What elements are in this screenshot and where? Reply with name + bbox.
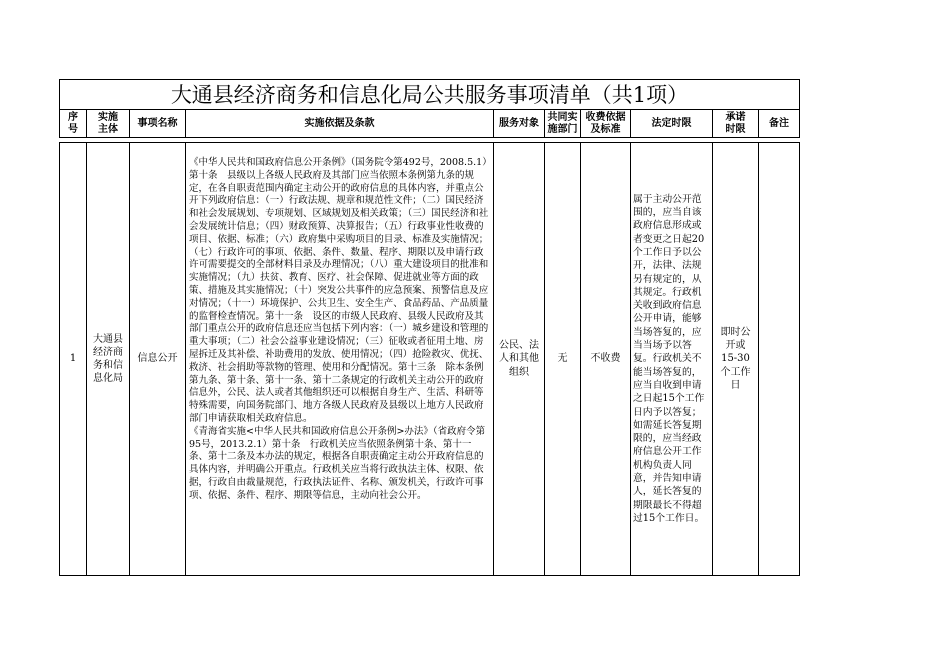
header-promise-time: 承诺时限	[713, 110, 759, 138]
cell-unit: 大通县经济商务和信息化局	[87, 143, 130, 576]
table-row	[60, 143, 800, 576]
service-list-table	[59, 79, 800, 576]
page-title: 大通县经济商务和信息化局公共服务事项清单（共1项）	[60, 80, 800, 110]
cell-legal-time: 属于主动公开范围的，应当自该政府信息形成或者变更之日起20个工作日予以公开，法律、法规另有规定的，从其规定。行政机关收到政府信息公开申请，能够当场答复的，应当当场予以答复。行政机关不能当场答复的，应当自收到申请之日起15个工作日内予以答复；如需延长答复期限的，应当经政府信息公开工作机构负责人同意，并告知申请人，延长答复的期限最长不得超过15个工作日。	[631, 143, 713, 576]
cell-item: 信息公开	[130, 143, 186, 576]
cell-co-dept: 无	[545, 143, 581, 576]
header-seq: 序号	[60, 110, 87, 138]
header-basis: 实施依据及条款	[186, 110, 494, 138]
cell-seq: 1	[60, 143, 87, 576]
table-header-row	[60, 110, 800, 138]
cell-promise-time: 即时公开或15-30个工作日	[713, 143, 759, 576]
cell-fee: 不收费	[581, 143, 631, 576]
header-remark: 备注	[759, 110, 800, 138]
header-fee: 收费依据及标准	[581, 110, 631, 138]
header-legal-time: 法定时限	[631, 110, 713, 138]
header-target: 服务对象	[494, 110, 545, 138]
header-unit: 实施主体	[87, 110, 130, 138]
header-co-dept: 共同实施部门	[545, 110, 581, 138]
header-item: 事项名称	[130, 110, 186, 138]
cell-remark	[759, 143, 800, 576]
cell-target: 公民、法人和其他组织	[494, 143, 545, 576]
cell-basis: 《中华人民共和国政府信息公开条例》（国务院令第492号，2008.5.1）第十条 县级以上各级人民政府及其部门应当依照本条例第九条的规定，在各自职责范围内确定主动公开的政府信息的具体内容，并重点公开下列政府信息：（一）行政法规、规章和规范性文件；（二）国民经济和社会发展规划、专项规划、区域规划及相关政策；（三）国民经济和社会发展统计信息；（四）财政预算、决算报告；（五）行政事业性收费的项目、依据、标准；（六）政府集中采购项目的目录、标准及实施情况；（七）行政许可的事项、依据、条件、数量、程序、期限以及申请行政许可需要提交的全部材料目录及办理情况；（八）重大建设项目的批准和实施情况；（九）扶贫、教育、医疗、社会保障、促进就业等方面的政策、措施及其实施情况；（十）突发公共事件的应急预案、预警信息及应对情况；（十一）环境保护、公共卫生、安全生产、食品药品、产品质量的监督检查情况。第十一条 设区的市级人民政府、县级人民政府及其部门重点公开的政府信息还应当包括下列内容：（一）城乡建设和管理的重大事项；（二）社会公益事业建设情况；（三）征收或者征用土地、房屋拆迁及其补偿、补助费用的发放、使用情况；（四）抢险救灾、优抚、救济、社会捐助等款物的管理、使用和分配情况。第十三条 除本条例第九条、第十条、第十一条、第十二条规定的行政机关主动公开的政府信息外，公民、法人或者其他组织还可以根据自身生产、生活、科研等特殊需要，向国务院部门、地方各级人民政府及县级以上地方人民政府部门申请获取相关政府信息。 《青海省实施<中华人民共和国政府信息公开条例>办法》（省政府令第95号，2013.2.1）第十条 行政机关应当依照条例第十条、第十一条、第十二条及本办法的规定，根据各自职责确定主动公开政府信息的具体内容，并明确公开重点。行政机关应当将行政执法主体、权限、依据，行政自由裁量规范，行政执法证件、名称、颁发机关，行政许可事项、依据、条件、程序、期限等信息，主动向社会公开。	[186, 143, 494, 576]
